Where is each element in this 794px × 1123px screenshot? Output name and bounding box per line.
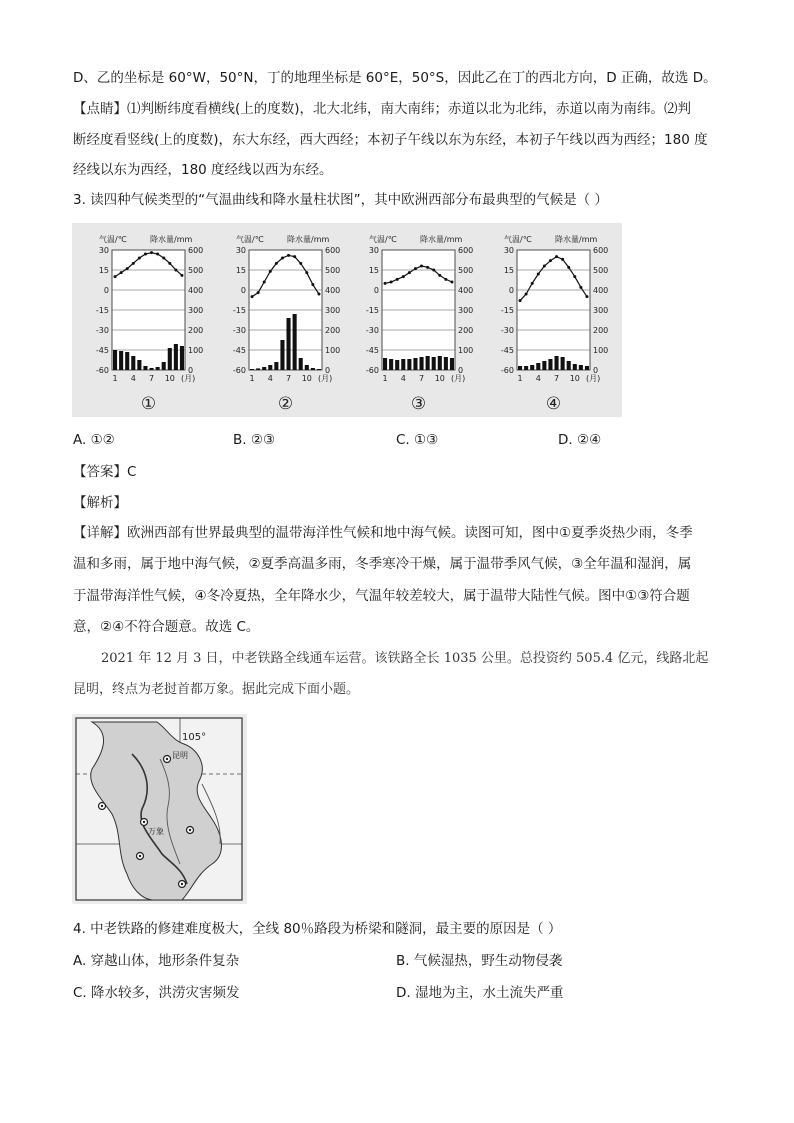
chart-4-month-tick: 7 [553,374,560,383]
chart-1-precip-bar [137,360,141,370]
chart-1-temp-tick: -30 [95,326,109,335]
chart-4-month-unit: (月) [586,374,601,383]
chart-3-temp-tick: -60 [365,366,379,375]
chart-3-precip-bar [401,359,405,370]
chart-2-label: ② [277,394,294,414]
longitude-label: 105° [182,732,207,743]
note-line-3: 经线以东为西经，180 度经线以西为东经。 [73,162,333,178]
chart-3-month-unit: (月) [451,374,466,383]
chart-3-month-tick: 10 [434,374,445,383]
chart-3-month-tick: 1 [382,374,388,383]
railway-map-svg [72,714,247,904]
chart-4-precip-bar [585,366,589,370]
chart-4-temp-tick: -45 [500,346,514,355]
chart-4-temp-point [573,275,576,278]
chart-1-temp-point [126,267,129,270]
chart-3-precip-tick: 600 [458,246,474,255]
chart-4-precip-axis-label: 降水量/mm [555,235,598,244]
chart-1-precip-bar [168,348,172,370]
chart-2-temp-point [263,281,266,284]
chart-4-temp-point [567,266,570,269]
chart-1-month-tick: 7 [148,374,155,383]
chart-1-temp-tick: -45 [95,346,109,355]
chart-2-precip-tick: 500 [325,266,341,275]
chart-2-temp-axis-label: 气温/℃ [236,235,264,244]
chart-1-temp-axis-label: 气温/℃ [99,235,127,244]
chart-2-temp-tick: -30 [232,326,246,335]
chart-1-temp-point [144,253,147,256]
chart-3-temp-point [444,278,447,281]
chart-2-month-tick: 4 [267,374,273,383]
chart-4-precip-tick: 400 [593,286,609,295]
chart-1-precip-tick: 100 [188,346,204,355]
chart-3-precip-bar [438,356,442,370]
chart-3-label: ③ [410,394,427,414]
chart-4-label: ④ [545,394,562,414]
chart-4-precip-tick: 200 [593,326,609,335]
chart-4-temp-point [555,255,558,258]
chart-1-precip-bar [113,350,117,370]
chart-3-precip-bar [420,357,424,370]
q3-option-a[interactable]: A. ①② [73,432,115,448]
chart-3-temp-point [420,265,423,268]
chart-2-temp-point [311,283,314,286]
chart-2-precip-bar [317,369,321,370]
chart-2-precip-bar [287,318,291,370]
q4-option-a[interactable]: A. 穿越山体，地形条件复杂 [73,953,240,969]
chart-4-precip-bar [524,366,528,370]
chart-1-temp-point [162,257,165,260]
chart-4-temp-point [531,282,534,285]
chart-1-precip-bar [131,356,135,370]
chart-3-precip-tick: 0 [458,366,464,375]
chart-1-precip-axis-label: 降水量/mm [150,235,193,244]
chart-1-temp-point [120,271,123,274]
chart-3-precip-tick: 100 [458,346,474,355]
chart-1-temp-point [174,269,177,272]
chart-2-temp-point [287,254,290,257]
analysis-label: 【解析】 [73,495,127,511]
chart-4-temp-point [525,293,528,296]
chart-1-precip-bar [156,367,160,370]
detail-line-2: 温和多雨，属于地中海气候，②夏季高温多雨，冬季寒冷干燥，属于温带季风气候，③全年温和湿润，属 [73,556,692,572]
chart-4-temp-axis-label: 气温/℃ [504,235,532,244]
chart-2-precip-bar [311,368,315,370]
chart-3-temp-point [432,269,435,272]
chart-4-month-tick: 10 [569,374,580,383]
chart-1-temp-tick: -15 [95,306,109,315]
chart-3-precip-tick: 300 [458,306,474,315]
chart-2-precip-tick: 100 [325,346,341,355]
chart-4-temp-point [537,273,540,276]
chart-4-precip-tick: 600 [593,246,609,255]
q4-option-d[interactable]: D. 湿地为主，水土流失严重 [396,985,564,1001]
kunming-label: 昆明 [172,751,188,760]
chart-1-precip-bar [150,368,154,370]
chart-4-precip-tick: 300 [593,306,609,315]
chart-1-precip-tick: 300 [188,306,204,315]
chart-3-month-tick: 4 [400,374,406,383]
chart-3-precip-tick: 200 [458,326,474,335]
chart-1-temp-point [132,262,135,265]
answer-label: 【答案】C [73,464,137,480]
note-line-2: 断经度看竖线(上的度数)，东大东经，西大西经；本初子午线以东为东经，本初子午线以西为西经；180 度 [73,132,708,148]
chart-3-precip-tick: 500 [458,266,474,275]
chart-2-temp-point [269,270,272,273]
chart-4-temp-tick: 30 [503,246,514,255]
chart-2-month-tick: 10 [301,374,312,383]
chart-3-precip-tick: 400 [458,286,474,295]
chart-3-precip-bar [444,357,448,370]
chart-3-precip-bar [407,359,411,370]
chart-2-precip-axis-label: 降水量/mm [287,235,330,244]
chart-4-precip-bar [536,363,540,370]
chart-1-temp-point [150,251,153,254]
chart-1-precip-tick: 600 [188,246,204,255]
chart-2-precip-bar [268,365,272,370]
chart-4-precip-bar [548,359,552,370]
chart-2-precip-bar [305,365,309,370]
chart-4-temp-tick: -30 [500,326,514,335]
chart-4-temp-tick: 15 [503,266,514,275]
q3-option-d[interactable]: D. ②④ [558,432,602,448]
chart-2-temp-tick: 15 [235,266,246,275]
chart-1-temp-point [168,262,171,265]
chart-3-temp-tick: -45 [365,346,379,355]
climate-charts-svg [72,223,622,417]
chart-4-month-tick: 1 [517,374,523,383]
chart-3-temp-point [450,281,453,284]
chart-4-precip-bar [518,366,522,370]
chart-3-precip-bar [389,359,393,370]
chart-1-month-tick: 4 [130,374,136,383]
chart-4-precip-bar [579,365,583,370]
chart-2-temp-point [305,271,308,274]
intro-line-2: 昆明，终点为老挝首都万象。据此完成下面小题。 [73,682,360,697]
chart-3-temp-point [390,281,393,284]
chart-1-temp-point [156,253,159,256]
chart-4-temp-point [585,295,588,298]
chart-1-temp-tick: -60 [95,366,109,375]
chart-2-temp-tick: 30 [235,246,246,255]
chart-2-temp-point [251,295,254,298]
chart-4-precip-bar [567,361,571,370]
chart-1-temp-tick: 15 [98,266,109,275]
detail-line-4: 意，②④不符合题意。故选 C。 [73,619,260,635]
detail-line-3: 于温带海洋性气候，④冬冷夏热，全年降水少，气温年较差较大，属于温带大陆性气候。图中①③符合题 [73,588,690,604]
chart-1-temp-tick: 30 [98,246,109,255]
chart-2-precip-bar [280,340,284,370]
chart-3-temp-tick: 15 [368,266,379,275]
chart-2-precip-tick: 200 [325,326,341,335]
chart-4-temp-tick: -60 [500,366,514,375]
chart-1-temp-point [180,274,183,277]
chart-3-temp-point [384,282,387,285]
chart-3-temp-point [414,267,417,270]
chart-4-precip-tick: 100 [593,346,609,355]
chart-1-precip-tick: 500 [188,266,204,275]
q3-option-b[interactable]: B. ②③ [233,432,276,448]
chart-4-temp-point [579,286,582,289]
chart-1-precip-tick: 0 [188,366,194,375]
q4-option-b[interactable]: B. 气候湿热，野生动物侵袭 [396,953,563,969]
chart-4-month-tick: 4 [535,374,541,383]
chart-4-precip-bar [561,357,565,370]
chart-3-precip-bar [383,358,387,370]
explanation-line-1: D、乙的坐标是 60°W，50°N，丁的地理坐标是 60°E，50°S，因此乙在丁的西北方向，D 正确，故选 D。 [73,70,717,86]
chart-1-month-tick: 1 [112,374,118,383]
chart-2-precip-bar [256,368,260,370]
chart-3-temp-tick: 30 [368,246,379,255]
chart-4-temp-point [561,258,564,261]
chart-3-temp-point [426,266,429,269]
chart-4-precip-tick: 0 [593,366,599,375]
chart-2-temp-point [317,293,320,296]
chart-4-precip-bar [530,365,534,370]
chart-1-precip-tick: 200 [188,326,204,335]
chart-4-temp-point [519,299,522,302]
chart-1-label: ① [140,394,157,414]
chart-2-temp-point [281,257,284,260]
chart-1-precip-bar [125,352,129,370]
chart-2-temp-tick: -45 [232,346,246,355]
chart-3-temp-point [438,274,441,277]
detail-line-1: 【详解】欧洲西部有世界最典型的温带海洋性气候和地中海气候。读图可知，图中①夏季炎热少雨，冬季 [73,525,693,541]
chart-2-temp-point [257,291,260,294]
chart-2-temp-point [275,262,278,265]
chart-2-temp-tick: -60 [232,366,246,375]
chart-4-temp-point [549,259,552,262]
chart-3-precip-axis-label: 降水量/mm [420,235,463,244]
chart-2-precip-bar [293,314,297,370]
chart-1-precip-bar [174,344,178,370]
chart-4-precip-bar [573,364,577,370]
climate-charts-figure [72,223,622,417]
chart-2-temp-tick: 0 [240,286,246,295]
chart-3-temp-tick: -15 [365,306,379,315]
chart-4-temp-tick: -15 [500,306,514,315]
chart-2-month-unit: (月) [318,374,333,383]
chart-2-temp-tick: -15 [232,306,246,315]
chart-3-temp-axis-label: 气温/℃ [369,235,397,244]
chart-2-month-tick: 7 [285,374,292,383]
chart-1-precip-tick: 400 [188,286,204,295]
chart-2-precip-tick: 0 [325,366,331,375]
chart-3-precip-bar [426,356,430,370]
chart-3-temp-tick: 0 [373,286,379,295]
chart-1-temp-tick: 0 [103,286,109,295]
chart-1-precip-bar [162,362,166,370]
q3-option-c[interactable]: C. ①③ [396,432,439,448]
chart-1-month-tick: 10 [164,374,175,383]
chart-2-precip-tick: 400 [325,286,341,295]
chart-4-temp-tick: 0 [508,286,514,295]
chart-2-precip-bar [262,367,266,370]
q4-option-c[interactable]: C. 降水较多，洪涝灾害频发 [73,985,240,1001]
chart-1-temp-point [138,257,141,260]
chart-3-precip-bar [450,358,454,370]
chart-2-precip-bar [274,362,278,370]
question-3-stem: 3. 读四种气候类型的“气温曲线和降水量柱状图”，其中欧洲西部分布最典型的气候是（ ） [73,192,608,208]
chart-1-month-unit: (月) [181,374,196,383]
chart-3-temp-point [402,275,405,278]
question-4-stem: 4. 中老铁路的修建难度极大，全线 80％路段为桥梁和隧洞，最主要的原因是（ ） [73,921,562,937]
chart-2-precip-tick: 600 [325,246,341,255]
chart-2-precip-tick: 300 [325,306,341,315]
chart-1-precip-bar [119,351,123,370]
chart-4-precip-bar [555,356,559,370]
note-line-1: 【点睛】⑴判断纬度看横线(上的度数)，北大北纬，南大南纬；赤道以北为北纬，赤道以南为南纬。⑵判 [73,101,692,117]
chart-2-precip-bar [250,369,254,370]
chart-1-precip-bar [143,366,147,370]
chart-3-temp-point [408,271,411,274]
intro-line-1: 2021 年 12 月 3 日，中老铁路全线通车运营。该铁路全长 1035 公里。总投资约 505.4 亿元，线路北起 [101,651,709,666]
chart-2-precip-bar [299,358,303,370]
chart-2-temp-point [293,255,296,258]
chart-3-precip-bar [395,360,399,370]
chart-2-month-tick: 1 [249,374,255,383]
chart-3-temp-tick: -30 [365,326,379,335]
vientiane-label: 万象 [148,827,164,836]
chart-3-temp-point [396,278,399,281]
chart-3-precip-bar [413,358,417,370]
chart-2-temp-point [299,262,302,265]
chart-4-temp-point [543,265,546,268]
chart-1-temp-point [114,275,117,278]
chart-1-precip-bar [180,346,184,370]
chart-3-precip-bar [432,357,436,370]
chart-3-month-tick: 7 [418,374,425,383]
chart-4-precip-tick: 500 [593,266,609,275]
chart-4-precip-bar [542,361,546,370]
railway-map [72,714,247,904]
